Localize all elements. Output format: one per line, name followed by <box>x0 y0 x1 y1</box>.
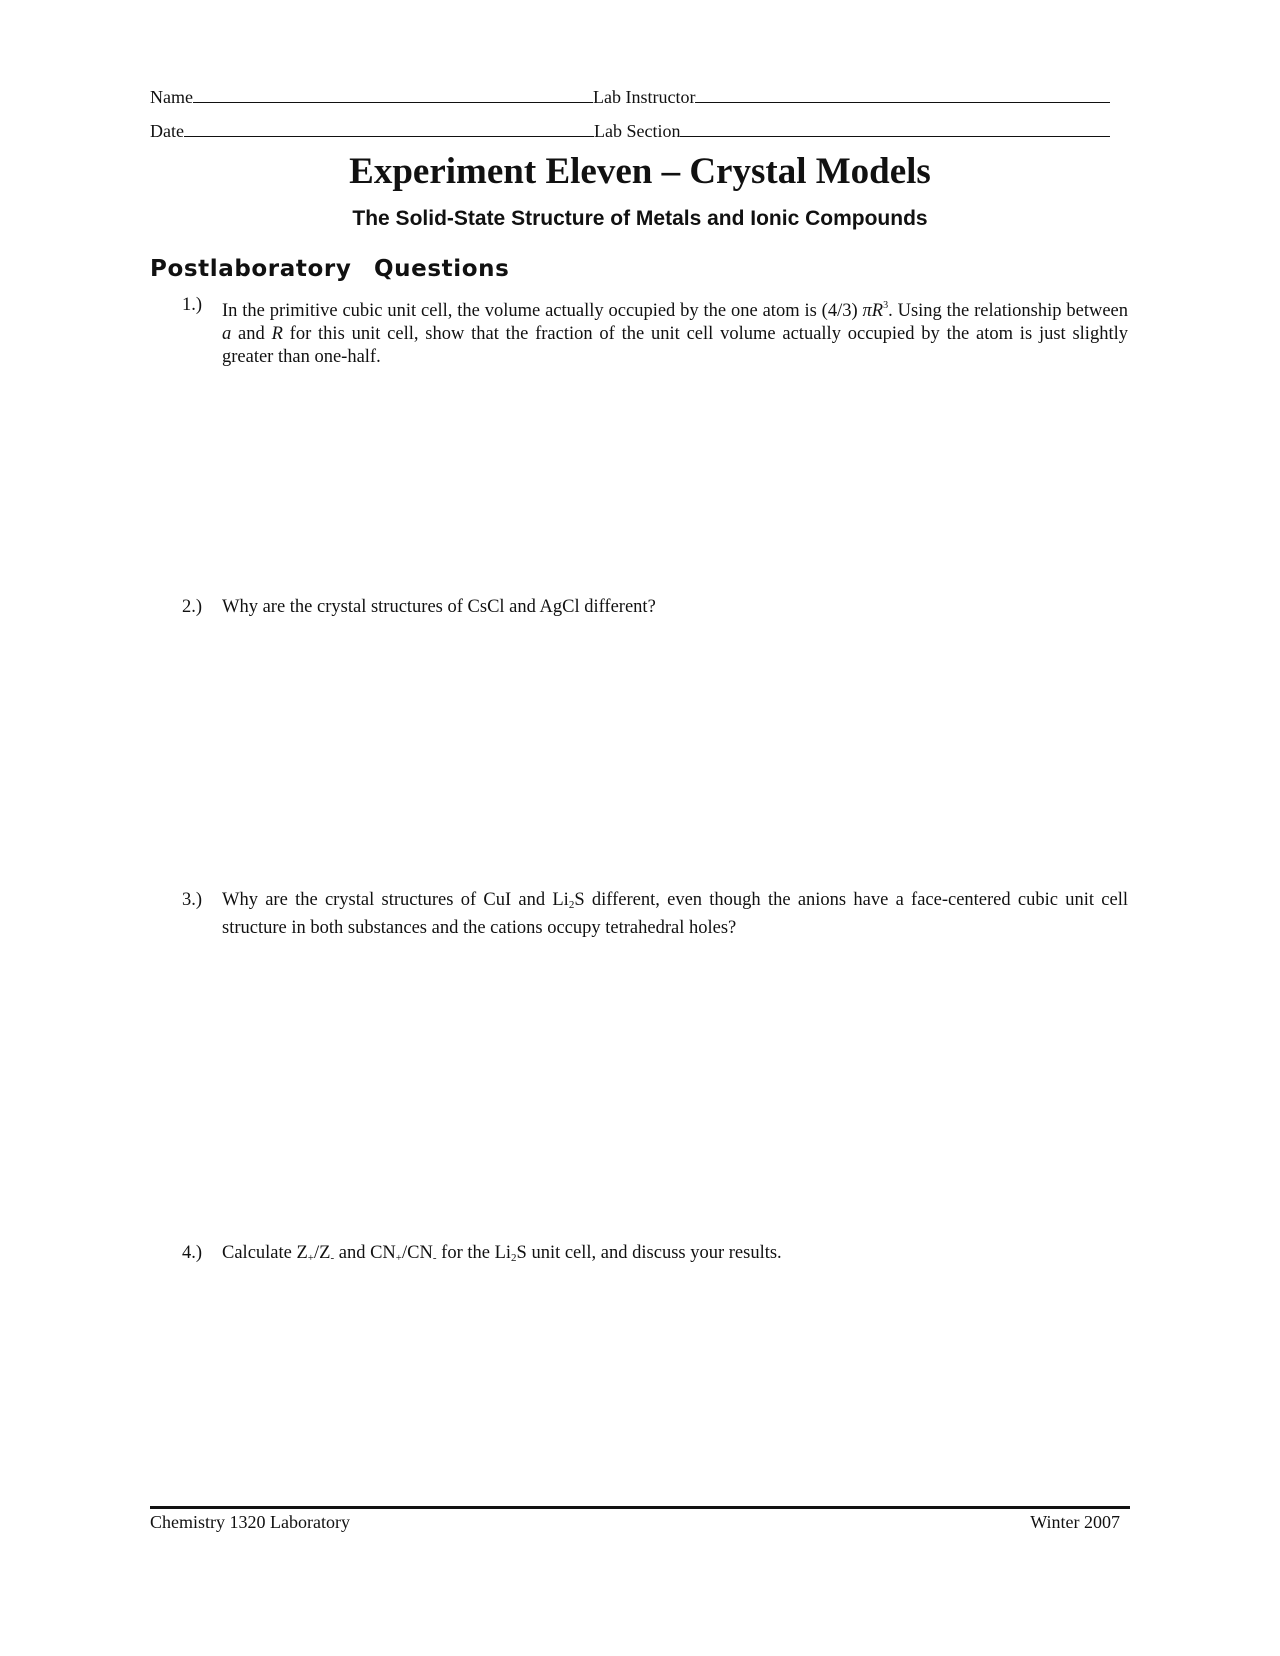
question-4 <box>182 1242 1128 1270</box>
section-heading: Postlaboratory Questions <box>150 256 510 282</box>
question-number: 4.) <box>182 1243 203 1263</box>
name-instructor-row <box>150 80 1110 106</box>
footer-term: Winter 2007 <box>1030 1512 1120 1532</box>
date-section-row <box>150 114 1110 140</box>
question-text: Why are the crystal structures of CsCl and AgCl different? <box>222 597 656 617</box>
lab-instructor-label: Lab Instructor <box>592 87 696 107</box>
date-field[interactable] <box>184 136 594 137</box>
date-label: Date <box>150 121 184 141</box>
page-title: Experiment Eleven – Crystal Models <box>349 151 931 192</box>
name-label: Name <box>150 87 193 107</box>
footer-divider <box>150 1506 1130 1509</box>
question-text: Calculate $Z_+/Z_-$ and $CN_+/CN_-$ for the $Li_2S$ unit cell, and discuss your results. <box>222 1243 782 1264</box>
question-1 <box>182 294 1128 369</box>
page-subtitle: The Solid-State Structure of Metals and Ionic Compounds <box>352 207 928 230</box>
lab-section-label: Lab Section <box>593 121 681 141</box>
question-2 <box>182 596 1128 619</box>
question-3 <box>182 889 1128 940</box>
lab-section-field[interactable] <box>680 136 1110 137</box>
question-number: 2.) <box>182 597 203 617</box>
lab-instructor-field[interactable] <box>695 102 1110 103</box>
question-number: 3.) <box>182 890 203 910</box>
footer-course: Chemistry 1320 Laboratory <box>150 1512 350 1532</box>
question-text: In the primitive cubic unit cell, the volume actually occupied by the one atom is (4/3) $\pi R^3$. Using the relationship between a and R for this unit cell, show that the fraction of the unit cell volume actually occupied by the atom is just slightly greater than one-half. <box>222 300 1128 367</box>
question-text: Why are the crystal structures of CuI and $Li_2S$ different, even though the anions have a face-centered cubic unit cell structure in both substances and the cations occupy tetrahedral holes? <box>222 890 1128 938</box>
question-number: 1.) <box>182 295 203 315</box>
name-field[interactable] <box>193 102 593 103</box>
